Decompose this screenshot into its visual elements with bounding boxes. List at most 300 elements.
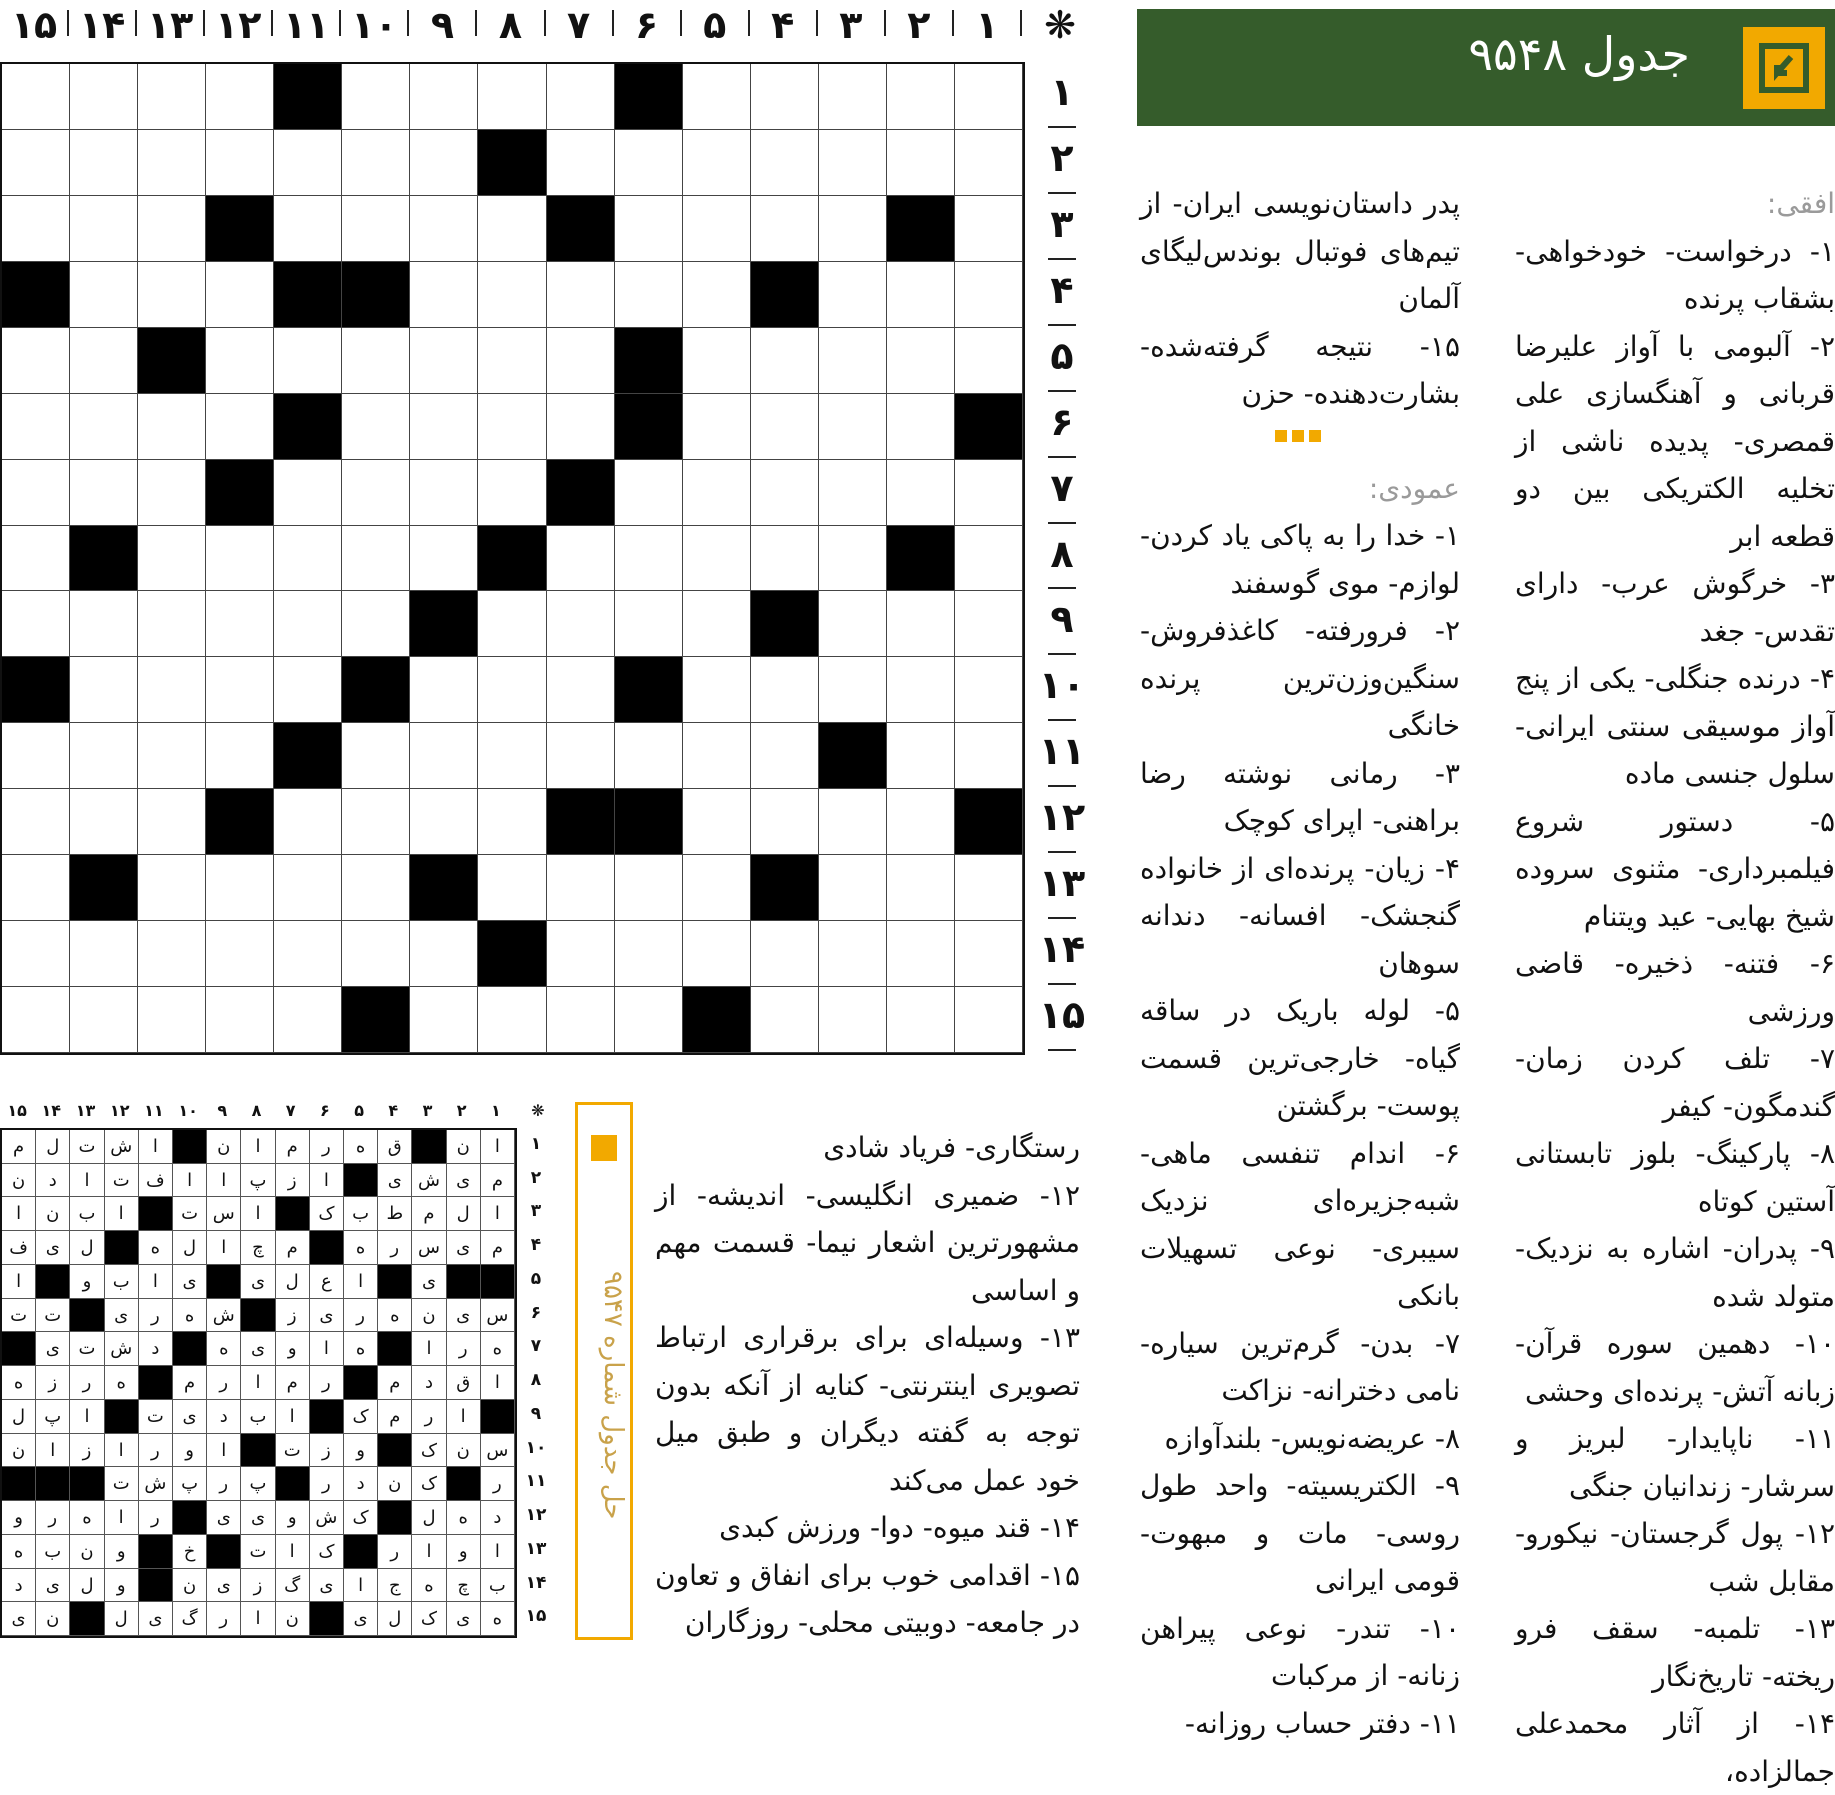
grid-cell[interactable] [547,262,615,328]
solution-letter: ب [70,1197,104,1231]
solution-letter: س [207,1197,241,1231]
solution-letter: ز [276,1299,310,1333]
solution-letter: ه [2,1535,36,1569]
grid-cell[interactable] [819,921,887,987]
solution-letter: ت [173,1197,207,1231]
grid-cell[interactable] [478,789,546,855]
solution-letter: م [481,1164,515,1198]
grid-cell[interactable] [410,723,478,789]
grid-cell[interactable] [547,657,615,723]
grid-cell[interactable] [751,723,819,789]
solution-letter: ی [241,1332,275,1366]
grid-cell[interactable] [819,64,887,130]
grid-cell[interactable] [547,591,615,657]
column-number: ۱۴ [78,3,126,47]
grid-cell[interactable] [955,921,1023,987]
grid-cell[interactable] [138,196,206,262]
grid-cell[interactable] [819,196,887,262]
solution-letter: ا [241,1602,275,1636]
grid-cell[interactable] [955,64,1023,130]
solution-column-number: ۴ [388,1101,399,1120]
grid-cell[interactable] [342,789,410,855]
solution-block [207,1265,241,1299]
grid-cell[interactable] [70,262,138,328]
grid-cell[interactable] [274,921,342,987]
grid-cell[interactable] [478,855,546,921]
grid-cell[interactable] [138,789,206,855]
grid-block [478,526,546,592]
grid-cell[interactable] [342,591,410,657]
grid-cell[interactable] [683,723,751,789]
solution-letter: ی [447,1231,481,1265]
grid-cell[interactable] [751,526,819,592]
grid-cell[interactable] [342,855,410,921]
solution-letter: ب [36,1535,70,1569]
grid-cell[interactable] [615,921,683,987]
solution-letter: ی [36,1231,70,1265]
solution-block [310,1602,344,1636]
grid-cell[interactable] [206,394,274,460]
grid-cell[interactable] [70,591,138,657]
grid-cell[interactable] [410,262,478,328]
row-number: ۲ [1050,135,1074,180]
grid-cell[interactable] [478,64,546,130]
grid-cell[interactable] [819,394,887,460]
grid-cell[interactable] [819,130,887,196]
grid-cell[interactable] [547,987,615,1053]
solution-letter: چ [447,1569,481,1603]
grid-cell[interactable] [683,328,751,394]
grid-cell[interactable] [410,657,478,723]
grid-cell[interactable] [410,196,478,262]
grid-block [274,723,342,789]
grid-cell[interactable] [887,921,955,987]
grid-cell[interactable] [751,789,819,855]
solution-column-number: ۸ [251,1101,262,1120]
grid-cell[interactable] [2,526,70,592]
solution-letter: ا [310,1332,344,1366]
grid-block [70,526,138,592]
grid-cell[interactable] [751,328,819,394]
solution-letter: ه [70,1501,104,1535]
solution-letter: ی [2,1602,36,1636]
grid-block [274,262,342,328]
solution-letter: ل [173,1231,207,1265]
grid-cell[interactable] [342,921,410,987]
solution-letter: ه [447,1501,481,1535]
solution-letter: ه [481,1602,515,1636]
grid-cell[interactable] [478,262,546,328]
grid-cell[interactable] [206,262,274,328]
grid-cell[interactable] [2,723,70,789]
grid-cell[interactable] [70,130,138,196]
grid-cell[interactable] [751,130,819,196]
grid-block [342,262,410,328]
grid-cell[interactable] [410,921,478,987]
clue-item: ۸- عریضه‌نویس- بلندآوازه [1164,1421,1460,1455]
grid-cell[interactable] [955,723,1023,789]
grid-cell[interactable] [70,196,138,262]
grid-cell[interactable] [683,262,751,328]
grid-cell[interactable] [547,526,615,592]
solution-row-number: ۳ [530,1201,542,1222]
grid-cell[interactable] [955,987,1023,1053]
grid-cell[interactable] [683,855,751,921]
grid-cell[interactable] [70,460,138,526]
grid-cell[interactable] [547,130,615,196]
solution-letter: ا [139,1265,173,1299]
solution-row-number: ۷ [530,1336,542,1357]
grid-cell[interactable] [615,196,683,262]
grid-cell[interactable] [819,460,887,526]
solution-letter: ا [276,1400,310,1434]
grid-cell[interactable] [274,196,342,262]
solution-letter: ت [241,1535,275,1569]
solution-letter: س [481,1434,515,1468]
solution-letter: و [105,1569,139,1603]
solution-letter: ل [70,1569,104,1603]
grid-cell[interactable] [410,460,478,526]
solution-letter: ه [207,1332,241,1366]
solution-letter: م [276,1130,310,1164]
solution-block [139,1197,173,1231]
grid-cell[interactable] [342,526,410,592]
grid-block [819,723,887,789]
solution-letter: ب [481,1569,515,1603]
grid-cell[interactable] [819,262,887,328]
grid-cell[interactable] [887,657,955,723]
grid-cell[interactable] [2,64,70,130]
grid-cell[interactable] [955,855,1023,921]
grid-cell[interactable] [751,196,819,262]
solution-block [310,1400,344,1434]
clue-item: ۷- بدن- گرم‌ترین سیاره- نامی دخترانه- نزاکت [1140,1326,1460,1407]
grid-cell[interactable] [2,328,70,394]
solution-block [139,1569,173,1603]
grid-cell[interactable] [410,328,478,394]
grid-cell[interactable] [342,130,410,196]
grid-cell[interactable] [478,987,546,1053]
grid-cell[interactable] [683,64,751,130]
grid-cell[interactable] [478,723,546,789]
solution-block [105,1231,139,1265]
grid-block [478,921,546,987]
grid-cell[interactable] [138,460,206,526]
clue-item: ۱۱- ناپایدار- لبریز و سرشار- زندانیان جنگی [1515,1422,1835,1503]
grid-cell[interactable] [615,987,683,1053]
grid-cell[interactable] [342,723,410,789]
grid-cell[interactable] [478,657,546,723]
grid-cell[interactable] [547,64,615,130]
grid-cell[interactable] [955,657,1023,723]
grid-cell[interactable] [70,921,138,987]
solution-letter: ق [378,1130,412,1164]
grid-cell[interactable] [342,64,410,130]
solution-block [241,1299,275,1333]
grid-cell[interactable] [547,921,615,987]
grid-cell[interactable] [138,591,206,657]
solution-letter: ف [139,1164,173,1198]
grid-cell[interactable] [206,130,274,196]
grid-block [751,591,819,657]
solution-row-number: ۸ [530,1370,542,1391]
grid-cell[interactable] [410,394,478,460]
grid-cell[interactable] [887,262,955,328]
grid-cell[interactable] [206,723,274,789]
grid-cell[interactable] [955,526,1023,592]
clue-item: ۵- لوله باریک در ساقه گیاه- خارجی‌ترین قسمت پوست- برگشتن [1140,994,1460,1122]
solution-block [378,1265,412,1299]
solution-letter: ت [139,1400,173,1434]
grid-cell[interactable] [683,526,751,592]
grid-cell[interactable] [887,328,955,394]
puzzle-title: جدول ۹۵۴۸ [1468,27,1690,81]
solution-letter: ر [139,1299,173,1333]
solution-letter: و [447,1535,481,1569]
grid-block [615,789,683,855]
grid-cell[interactable] [478,591,546,657]
solution-row-number: ۶ [530,1302,542,1323]
grid-cell[interactable] [410,789,478,855]
solution-block [70,1602,104,1636]
grid-cell[interactable] [274,526,342,592]
solution-block [2,1332,36,1366]
grid-cell[interactable] [955,130,1023,196]
grid-cell[interactable] [138,723,206,789]
grid-cell[interactable] [274,855,342,921]
grid-cell[interactable] [70,723,138,789]
grid-cell[interactable] [887,460,955,526]
solution-letter: ب [105,1265,139,1299]
clue-item: ۱۰- دهمین سوره قرآن- زبانه آتش- پرنده‌ای وحشی [1515,1327,1835,1408]
grid-cell[interactable] [70,328,138,394]
grid-cell[interactable] [615,591,683,657]
grid-cell[interactable] [547,394,615,460]
solution-letter: ا [105,1434,139,1468]
grid-cell[interactable] [547,855,615,921]
clue-item: ۹- الکتریسیته- واحد طول روسی- مات و مبهوت- قومی ایرانی [1140,1469,1460,1597]
grid-cell[interactable] [274,789,342,855]
grid-cell[interactable] [478,460,546,526]
grid-cell[interactable] [138,855,206,921]
grid-cell[interactable] [138,921,206,987]
grid-cell[interactable] [478,394,546,460]
solution-letter: ی [173,1400,207,1434]
grid-cell[interactable] [887,394,955,460]
grid-cell[interactable] [206,987,274,1053]
solution-letter: ت [36,1299,70,1333]
column-number: ۸ [498,3,523,47]
grid-cell[interactable] [751,987,819,1053]
solution-letter: د [412,1366,446,1400]
solution-row-number: ۱۲ [525,1505,547,1526]
clue-item: ۶- اندام تنفسی ماهی- شبه‌جزیره‌ای نزدیک سیبری- نوعی تسهیلات بانکی [1140,1136,1460,1312]
grid-cell[interactable] [887,789,955,855]
solution-column-number: ۶ [320,1101,330,1120]
grid-cell[interactable] [2,855,70,921]
clue-item: ۱۵- نتیجه گرفته‌شده- بشارت‌دهنده- حزن [1140,329,1460,410]
grid-cell[interactable] [615,723,683,789]
grid-cell[interactable] [274,130,342,196]
grid-cell[interactable] [887,64,955,130]
grid-cell[interactable] [2,130,70,196]
solution-row-number: ۹ [530,1403,542,1424]
grid-cell[interactable] [2,196,70,262]
grid-cell[interactable] [410,64,478,130]
solution-letter: پ [241,1164,275,1198]
grid-cell[interactable] [751,921,819,987]
grid-cell[interactable] [478,196,546,262]
grid-cell[interactable] [342,328,410,394]
grid-cell[interactable] [819,855,887,921]
solution-letter: ط [378,1197,412,1231]
vertical-heading: عمودی: [1368,471,1460,505]
kayhan-logo-icon [591,1135,617,1161]
row-number: ۶ [1050,399,1074,444]
grid-cell[interactable] [70,987,138,1053]
grid-cell[interactable] [478,328,546,394]
solution-column-number: ۱۴ [41,1101,62,1120]
grid-cell[interactable] [70,394,138,460]
grid-cell[interactable] [206,526,274,592]
grid-cell[interactable] [547,723,615,789]
grid-cell[interactable] [547,328,615,394]
solution-block [344,1366,378,1400]
grid-cell[interactable] [819,591,887,657]
grid-block [547,460,615,526]
grid-cell[interactable] [70,64,138,130]
grid-cell[interactable] [138,657,206,723]
solution-letter: ه [173,1299,207,1333]
grid-cell[interactable] [751,394,819,460]
solution-letter: و [276,1501,310,1535]
solution-letter: ا [207,1434,241,1468]
grid-cell[interactable] [887,987,955,1053]
grid-cell[interactable] [819,328,887,394]
grid-cell[interactable] [2,460,70,526]
solution-column-number: ۳ [422,1101,433,1120]
grid-cell[interactable] [206,591,274,657]
grid-cell[interactable] [2,394,70,460]
grid-cell[interactable] [683,460,751,526]
grid-cell[interactable] [138,394,206,460]
solution-row-number: ۵ [530,1268,542,1289]
grid-cell[interactable] [206,657,274,723]
grid-cell[interactable] [683,591,751,657]
grid-cell[interactable] [615,130,683,196]
solution-row-number: ۲ [530,1167,542,1188]
grid-cell[interactable] [2,987,70,1053]
clue-item: ۹- پدران- اشاره به نزدیک- متولد شده [1515,1232,1835,1313]
clue-item: ۱۲- ضمیری انگلیسی- اندیشه- از مشهورترین اشعار نیما- قسمت مهم و اساسی [655,1178,1080,1307]
grid-cell[interactable] [751,657,819,723]
grid-cell[interactable] [615,855,683,921]
grid-cell[interactable] [274,460,342,526]
grid-cell[interactable] [819,987,887,1053]
clue-item: ۱۱- دفتر حساب روزانه- [1184,1706,1460,1740]
grid-cell[interactable] [410,526,478,592]
grid-cell[interactable] [274,591,342,657]
grid-cell[interactable] [887,855,955,921]
grid-cell[interactable] [887,130,955,196]
grid-cell[interactable] [955,591,1023,657]
grid-cell[interactable] [138,262,206,328]
grid-cell[interactable] [342,196,410,262]
solution-letter: ر [139,1434,173,1468]
grid-cell[interactable] [70,789,138,855]
solution-row-number: ۱۰ [525,1437,547,1458]
grid-cell[interactable] [683,130,751,196]
grid-cell[interactable] [819,789,887,855]
row-number: ۱۵ [1038,993,1086,1038]
grid-cell[interactable] [70,657,138,723]
grid-cell[interactable] [751,460,819,526]
grid-cell[interactable] [887,591,955,657]
column-number: ۴ [771,3,795,47]
grid-cell[interactable] [206,855,274,921]
grid-cell[interactable] [274,987,342,1053]
solution-letter: م [481,1231,515,1265]
grid-cell[interactable] [955,460,1023,526]
solution-letter: ی [447,1299,481,1333]
grid-cell[interactable] [615,262,683,328]
grid-block [274,394,342,460]
grid-cell[interactable] [2,591,70,657]
solution-letter: م [378,1400,412,1434]
crossword-grid[interactable] [0,62,1025,1055]
grid-cell[interactable] [138,987,206,1053]
grid-cell[interactable] [342,394,410,460]
grid-cell[interactable] [2,789,70,855]
grid-cell[interactable] [206,328,274,394]
solution-column-number: ۱ [491,1101,501,1120]
solution-letter: پ [173,1467,207,1501]
grid-cell[interactable] [887,723,955,789]
grid-cell[interactable] [819,657,887,723]
grid-cell[interactable] [683,196,751,262]
grid-cell[interactable] [615,526,683,592]
grid-cell[interactable] [683,789,751,855]
grid-cell[interactable] [955,262,1023,328]
grid-cell[interactable] [206,64,274,130]
grid-cell[interactable] [342,460,410,526]
grid-cell[interactable] [410,987,478,1053]
section-divider-dots [1275,430,1321,444]
grid-cell[interactable] [206,921,274,987]
grid-cell[interactable] [274,657,342,723]
grid-block [887,196,955,262]
grid-cell[interactable] [955,328,1023,394]
solution-grid [0,1128,517,1638]
solution-block [447,1467,481,1501]
column-number: ۹ [430,3,455,47]
grid-cell[interactable] [683,921,751,987]
grid-cell[interactable] [819,526,887,592]
grid-cell[interactable] [138,64,206,130]
grid-cell[interactable] [2,921,70,987]
column-number: ۱۰ [351,3,398,47]
grid-cell[interactable] [751,64,819,130]
grid-cell[interactable] [274,328,342,394]
solution-letter: ت [70,1130,104,1164]
grid-cell[interactable] [683,657,751,723]
grid-cell[interactable] [683,394,751,460]
grid-cell[interactable] [138,526,206,592]
grid-cell[interactable] [615,460,683,526]
grid-cell[interactable] [955,196,1023,262]
grid-cell[interactable] [138,130,206,196]
grid-cell[interactable] [410,130,478,196]
